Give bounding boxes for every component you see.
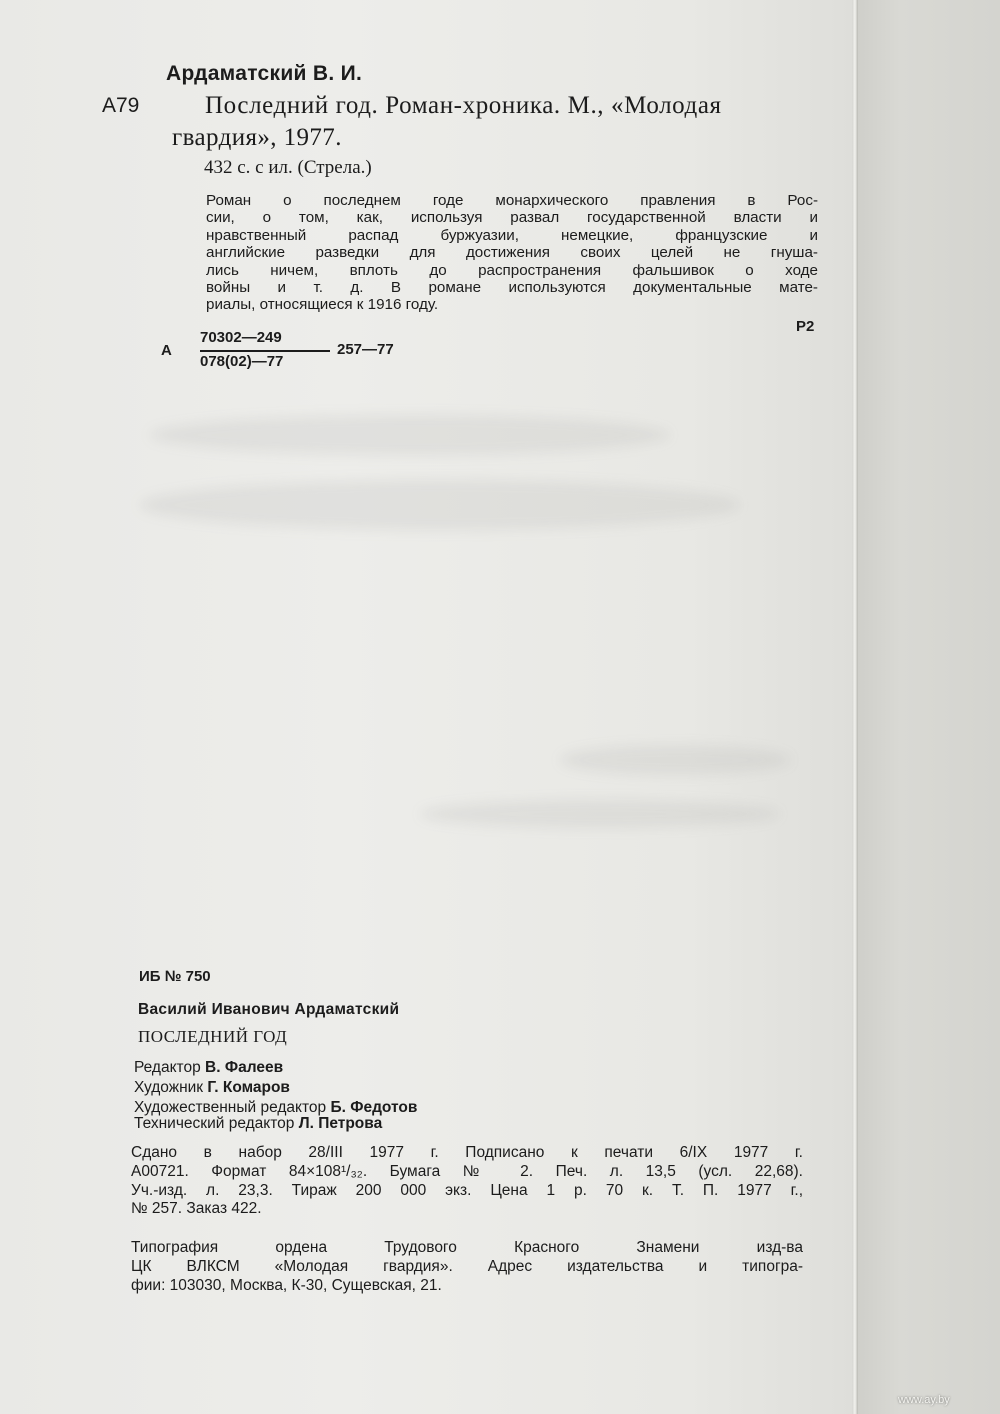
printing-line: А00721. Формат 84×108¹/₃₂. Бумага № 2. Печ. л. 13,5 (усл. 22,68). <box>131 1162 803 1180</box>
credit-role: Художник <box>134 1079 204 1096</box>
catalog-index-code: А79 <box>102 94 140 117</box>
paper-crease <box>560 745 790 775</box>
annotation-line: английские разведки для достижения своих целей не гнуша- <box>206 244 818 262</box>
catalog-title-line-2: гвардия», 1977. <box>172 124 342 151</box>
printing-line: Сдано в набор 28/III 1977 г. Подписано к печати 6/IX 1977 г. <box>131 1144 803 1161</box>
annotation-paragraph <box>206 192 818 314</box>
paper-crease <box>140 480 740 530</box>
printing-details <box>131 1144 803 1219</box>
annotation-line: риалы, относящиеся к 1916 году. <box>206 296 439 314</box>
credit-name: Г. Комаров <box>207 1079 290 1096</box>
catalog-pages-line: 432 с. с ил. (Стрела.) <box>204 157 372 178</box>
paper-crease <box>420 800 780 828</box>
catalog-author-heading: Ардаматский В. И. <box>166 62 363 85</box>
paper-crease <box>150 415 670 455</box>
annotation-line: лись ничем, вплоть до распространения фальшивок о ходе <box>206 261 818 279</box>
credit-artist <box>134 1079 290 1097</box>
typography-line: фии: 103030, Москва, К-30, Сущевская, 21. <box>131 1276 442 1294</box>
printing-line: № 257. Заказ 422. <box>131 1200 262 1218</box>
credit-name: Б. Федотов <box>330 1099 418 1116</box>
formula-denominator: 078(02)—77 <box>200 353 284 370</box>
annotation-line: сии, о том, как, используя развал государственной власти и <box>206 209 818 227</box>
credit-role: Художественный редактор <box>134 1099 327 1116</box>
classification-code: Р2 <box>796 318 815 335</box>
ib-number: ИБ № 750 <box>139 968 211 985</box>
typography-details <box>131 1239 803 1295</box>
formula-numerator: 70302—249 <box>200 329 282 346</box>
credit-editor <box>134 1059 283 1077</box>
formula-right: 257—77 <box>337 341 394 358</box>
imprint-book-title: ПОСЛЕДНИЙ ГОД <box>138 1027 288 1046</box>
adjacent-page <box>858 0 1000 1414</box>
watermark: www.ay.by <box>898 1394 950 1406</box>
printing-line: Уч.-изд. л. 23,3. Тираж 200 000 экз. Цена 1 р. 70 к. Т. П. 1977 г., <box>131 1181 803 1199</box>
typography-line: Типография ордена Трудового Красного Знамени изд-ва <box>131 1239 803 1256</box>
catalog-title-line-1: Последний год. Роман-хроника. М., «Молодая <box>205 92 722 119</box>
credit-role: Технический редактор <box>134 1115 295 1132</box>
formula-letter: А <box>161 342 172 359</box>
annotation-line: Роман о последнем годе монархического правления в Рос- <box>206 192 818 209</box>
imprint-author: Василий Иванович Ардаматский <box>138 1001 400 1018</box>
credit-name: В. Фалеев <box>205 1059 284 1076</box>
credit-role: Редактор <box>134 1059 201 1076</box>
annotation-line: войны и т. д. В романе используются документальные мате- <box>206 279 818 297</box>
credit-name: Л. Петрова <box>298 1115 383 1132</box>
typography-line: ЦК ВЛКСМ «Молодая гвардия». Адрес издательства и типогра- <box>131 1257 803 1275</box>
credit-tech-editor <box>134 1115 382 1133</box>
annotation-line: нравственный распад буржуазии, немецкие, французские и <box>206 226 818 244</box>
fraction-bar <box>200 350 330 352</box>
